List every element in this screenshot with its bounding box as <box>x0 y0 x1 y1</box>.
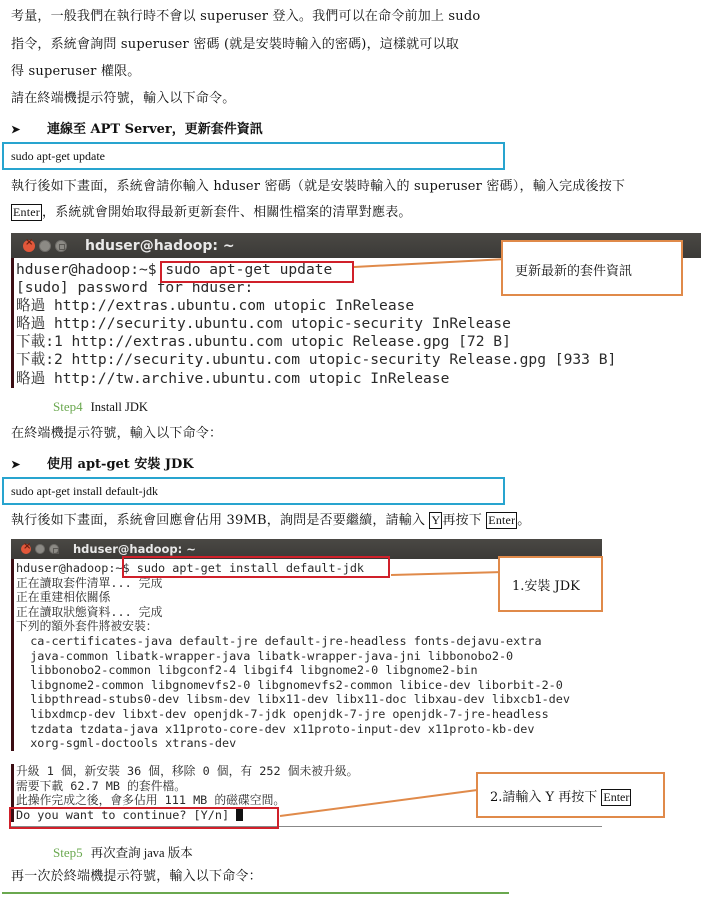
step4-title: Install JDK <box>90 400 148 414</box>
confirm-highlight-box <box>9 807 279 829</box>
arrow-bullet-icon: ➤ <box>11 458 21 471</box>
terminal-line: 下載:2 http://security.ubuntu.com utopic-security Release.gpg [933 B] <box>16 351 617 369</box>
section2-description <box>11 512 531 530</box>
terminal-command: sudo apt-get update <box>156 261 333 278</box>
terminal-line: 略過 http://tw.archive.ubuntu.com utopic InRelease <box>16 369 450 387</box>
minimize-window-icon[interactable] <box>39 240 51 252</box>
terminal-line: 下列的額外套件將被安裝： <box>16 619 158 634</box>
intro-line-2: 指令，系統會詢問 superuser 密碼 (就是安裝時輸入的密碼)，這樣就可以取 <box>11 37 459 52</box>
terminal-line: 正在讀取套件清單... 完成 <box>16 575 163 590</box>
section1-heading-text: 連線至 APT Server，更新套件資訊 <box>47 122 263 137</box>
section2-heading <box>11 453 194 472</box>
terminal-line: 略過 http://extras.ubuntu.com utopic InRelease <box>16 297 415 315</box>
terminal-prompt: hduser@hadoop:~$ <box>16 561 130 575</box>
section1-description-text: ，系統就會開始取得最新更新套件、相關性檔案的清單對應表。 <box>42 205 412 220</box>
step5-heading <box>53 843 193 861</box>
command-box-update: sudo apt-get update <box>2 142 505 170</box>
terminal-line: xorg-sgml-doctools xtrans-dev <box>16 736 237 751</box>
minimize-window-icon[interactable] <box>35 544 45 554</box>
terminal-line: libbonobo2-common libgconf2-4 libgif4 libgnome2-0 libgnome2-bin <box>16 663 478 678</box>
terminal-command: sudo apt-get install default-jdk <box>129 561 365 575</box>
section2-description-mid: 再按下 <box>442 513 487 528</box>
terminal-gap <box>11 752 602 764</box>
terminal-line: 下載:1 http://extras.ubuntu.com utopic Release.gpg [72 B] <box>16 333 511 351</box>
terminal-line: libgnome2-common libgnomevfs2-0 libgnomevfs2-common libice-dev liborbit-2-0 <box>16 677 563 692</box>
section1-description-line1: 執行後如下畫面，系統會請你輸入 hduser 密碼（就是安裝時輸入的 superuser 密碼），輸入完成後按下 <box>11 179 626 194</box>
section2-heading-text: 使用 apt-get 安裝 JDK <box>47 457 194 472</box>
intro-line-4: 請在終端機提示符號，輸入以下命令。 <box>11 91 236 106</box>
terminal-line: 需要下載 62.7 MB 的套件檔。 <box>16 778 187 793</box>
section2-description-end: 。 <box>517 513 531 528</box>
arrow-bullet-icon: ➤ <box>11 123 21 136</box>
terminal-line: tzdata tzdata-java x11proto-core-dev x11proto-input-dev x11proto-kb-dev <box>16 721 535 736</box>
terminal-prompt: hduser@hadoop:~$ <box>16 261 157 278</box>
terminal-line: 正在重建相依關係 <box>16 590 111 605</box>
y-key: Y <box>431 513 441 527</box>
terminal-title: hduser@hadoop: ~ <box>85 237 235 254</box>
intro-line-3: 得 superuser 權限。 <box>11 64 141 79</box>
step4-heading <box>53 399 148 415</box>
section2-description-text: 執行後如下畫面，系統會回應會佔用 39MB，詢問是否要繼續，請輸入 <box>11 513 430 528</box>
command-box-install-jdk: sudo apt-get install default-jdk <box>2 477 505 505</box>
section3-intro: 再一次於終端機提示符號，輸入以下命令： <box>11 869 262 884</box>
terminal-line: 此操作完成之後，會多佔用 111 MB 的磁碟空間。 <box>16 793 286 808</box>
green-divider <box>2 892 509 894</box>
step4-label: Step4 <box>53 399 83 414</box>
close-window-icon[interactable] <box>23 240 35 252</box>
terminal-line: ca-certificates-java default-jre default-jre-headless fonts-dejavu-extra <box>16 633 542 648</box>
terminal-line: 略過 http://security.ubuntu.com utopic-security InRelease <box>16 315 511 333</box>
intro-line-1: 考量，一般我們在執行時不會以 superuser 登入。我們可以在命令前加上 sudo <box>11 9 481 24</box>
callout-enter-y <box>476 772 665 818</box>
step5-label: Step5 <box>53 845 83 860</box>
callout-update-info: 更新最新的套件資訊 <box>501 240 683 296</box>
confirm-prompt: Do you want to continue? [Y/n] <box>16 807 237 822</box>
section1-description-line2 <box>11 204 412 222</box>
command-highlight-box <box>160 261 354 283</box>
terminal-line: libxdmcp-dev libxt-dev openjdk-7-jdk openjdk-7-jre openjdk-7-jre-headless <box>16 706 549 721</box>
enter-key: Enter <box>13 205 40 219</box>
maximize-window-icon[interactable] <box>55 240 67 252</box>
terminal-line: 升級 1 個，新安裝 36 個，移除 0 個，有 252 個未被升級。 <box>16 764 359 778</box>
maximize-window-icon[interactable] <box>49 544 59 554</box>
callout-text: 2.請輸入 Y 再按下 <box>490 790 602 805</box>
step5-title: 再次查詢 java 版本 <box>90 846 193 860</box>
terminal-line: [sudo] password for hduser: <box>16 279 254 297</box>
terminal-line: java-common libatk-wrapper-java libatk-wrapper-java-jni libbonobo2-0 <box>16 648 514 663</box>
terminal-line: 正在讀取狀態資料... 完成 <box>16 604 163 619</box>
close-window-icon[interactable] <box>21 544 31 554</box>
section1-heading <box>11 118 263 137</box>
terminal-line: libpthread-stubs0-dev libsm-dev libx11-dev libx11-doc libxau-dev libxcb1-dev <box>16 692 570 707</box>
section2-intro: 在終端機提示符號，輸入以下命令： <box>11 426 223 441</box>
callout-install-jdk: 1.安裝 JDK <box>498 556 603 612</box>
enter-key: Enter <box>603 790 630 804</box>
command-highlight-box <box>122 556 390 578</box>
enter-key: Enter <box>488 513 516 527</box>
terminal-title: hduser@hadoop: ~ <box>73 542 196 556</box>
